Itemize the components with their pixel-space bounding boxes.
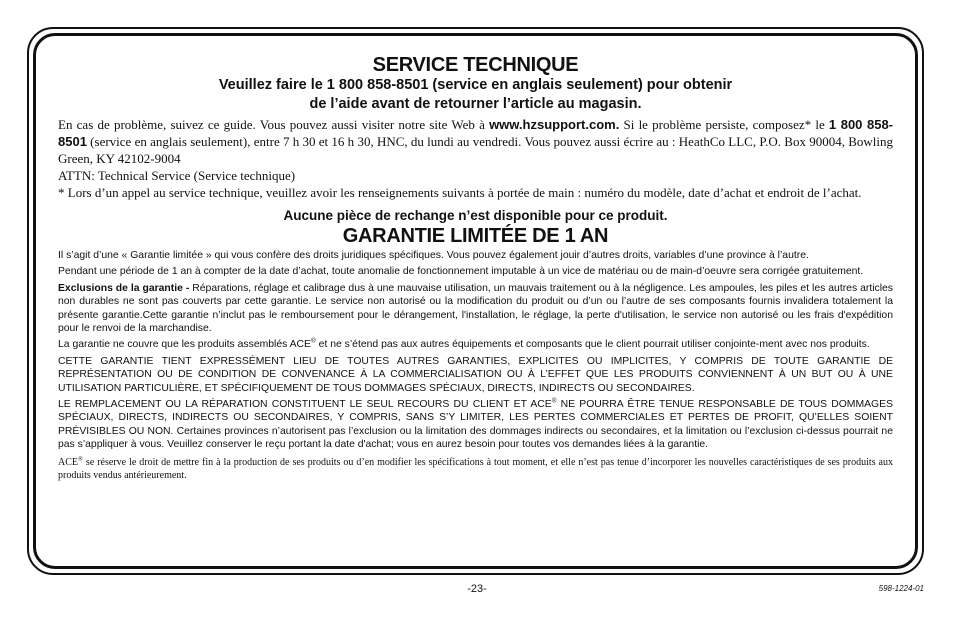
registered-mark: ® bbox=[311, 337, 316, 345]
p4-text-b: et ne s’étend pas aux autres équipements et composants que le client pourrait utiliser conjointe-ment avec nos produits. bbox=[315, 339, 870, 351]
warranty-exclusions bbox=[58, 282, 893, 336]
warranty-paragraph-5: CETTE GARANTIE TIENT EXPRESSÉMENT LIEU DE TOUTES AUTRES GARANTIES, EXPLICITES OU IMPLICITES, Y COMPRIS DE TOUTE GARANTIE DE REPRÉSENTATION OU DE CONDITION DE CONVENANCE À LA COMMERCIALISATION OU À L’EFFET QUE LES PRODUITS CONVIENNENT À UN BUT OU À UNE UTILISATION PARTICULIÈRE, ET SPÉCIFIQUEMENT DE TOUS DOMMAGES SPÉCIAUX, DIRECTS, INDIRECTS OU SECONDAIRES. bbox=[58, 355, 893, 394]
p6-text-a: LE REMPLACEMENT OU LA RÉPARATION CONSTITUENT LE SEUL RECOURS DU CLIENT ET ACE bbox=[58, 399, 552, 411]
website-link[interactable]: www.hzsupport.com. bbox=[489, 117, 620, 132]
service-para-text-c: (service en anglais seulement), entre 7 h 30 et 16 h 30, HNC, du lundi au vendredi. Vous pouvez aussi écrire au : HeathCo LLC, P.O. Box 90004, Bowling Green, KY 42102-9004 bbox=[58, 134, 893, 166]
page-number: -23- bbox=[467, 583, 487, 595]
warranty-paragraph-1: Il s’agit d’une « Garantie limitée » qui vous confère des droits juridiques spécifiques. Vous pouvez également jouir d’autres droits, variables d’une province à l’autre. bbox=[58, 250, 809, 261]
exclusions-text: Réparations, réglage et calibrage dus à une mauvaise utilisation, un mauvais traitement ou à la négligence. Les ampoules, les piles et les autres articles non durables ne sont pas couverts par cette garantie. Le service non autorisé ou la modification du produit ou d’un ou l’autre de ses composants fournis invalidera totalement la présente garantie.Cette garantie n’inclut pas le remboursement pour le dérangement, l'installation, le réglage, la perte d'utilisation, le service non autorisé ou les frais d'expédition pour le renvoi de la marchandise. bbox=[58, 282, 893, 335]
fine-text-b: se réserve le droit de mettre fin à la production de ses produits ou d’en modifier les spécifications à tout moment, et elle n’est pas tenue d’incorporer les nouvelles caractéristiques de ses produits aux produits vendus antérieurement. bbox=[58, 456, 893, 482]
warranty-title: GARANTIE LIMITÉE DE 1 AN bbox=[342, 225, 609, 247]
warranty-paragraph-6 bbox=[58, 398, 893, 452]
service-para-text-b: Si le problème persiste, composez* le bbox=[619, 117, 829, 132]
service-title: SERVICE TECHNIQUE bbox=[372, 54, 579, 76]
warranty-paragraph-4 bbox=[58, 338, 893, 351]
document-code: 598-1224-01 bbox=[878, 584, 924, 593]
service-subtitle-line2: de l’aide avant de retourner l’article au magasin. bbox=[309, 96, 642, 112]
exclusions-label: Exclusions de la garantie - bbox=[58, 282, 190, 294]
service-note: * Lors d’un appel au service technique, veuillez avoir les renseignements suivants à portée de main : numéro du modèle, date d’achat et endroit de l’achat. bbox=[58, 185, 862, 200]
service-paragraph bbox=[58, 116, 893, 167]
attn-line: ATTN: Technical Service (Service technique) bbox=[58, 168, 296, 183]
p6-text-b: NE POURRA ÊTRE TENUE RESPONSABLE DE TOUS DOMMAGES SPÉCIAUX, DIRECTS, INDIRECTS OU SECONDAIRES, Y COMPRIS, SANS S’Y LIMITER, LES PERTES COMMERCIALES ET PERTES DE PROFIT, QU’ELLES SOIENT PRÉVISIBLES OU NON. Certaines provinces n’autorisent pas l’exclusion ou la limitation des dommages indirects ou secondaires, et la limitation ou l’exclusion ci-dessus pourrait ne pas s’appliquer à vous. Veuillez conserver le reçu portant la date d'achat; vous en aurez besoin pour toutes vos demandes liées à la garantie. bbox=[58, 399, 893, 451]
fine-print bbox=[58, 456, 893, 483]
phone-number: 1 800 858-8501 bbox=[58, 117, 894, 149]
fine-text-a: ACE bbox=[58, 456, 78, 468]
service-para-text-a: En cas de problème, suivez ce guide. Vous pouvez aussi visiter notre site Web à bbox=[58, 117, 490, 132]
content-box bbox=[33, 33, 918, 569]
registered-mark: ® bbox=[78, 455, 83, 463]
registered-mark: ® bbox=[551, 397, 557, 405]
p4-text-a: La garantie ne couvre que les produits assemblés ACE bbox=[58, 339, 311, 351]
service-subtitle-line1: Veuillez faire le 1 800 858-8501 (service en anglais seulement) pour obtenir bbox=[218, 77, 733, 93]
warranty-paragraph-2: Pendant une période de 1 an à compter de la date d’achat, toute anomalie de fonctionnement imputable à un vice de matériau ou de main-d’oeuvre sera corrigée gratuitement. bbox=[58, 266, 864, 278]
no-parts-notice: Aucune pièce de rechange n’est disponible pour ce produit. bbox=[283, 208, 668, 223]
